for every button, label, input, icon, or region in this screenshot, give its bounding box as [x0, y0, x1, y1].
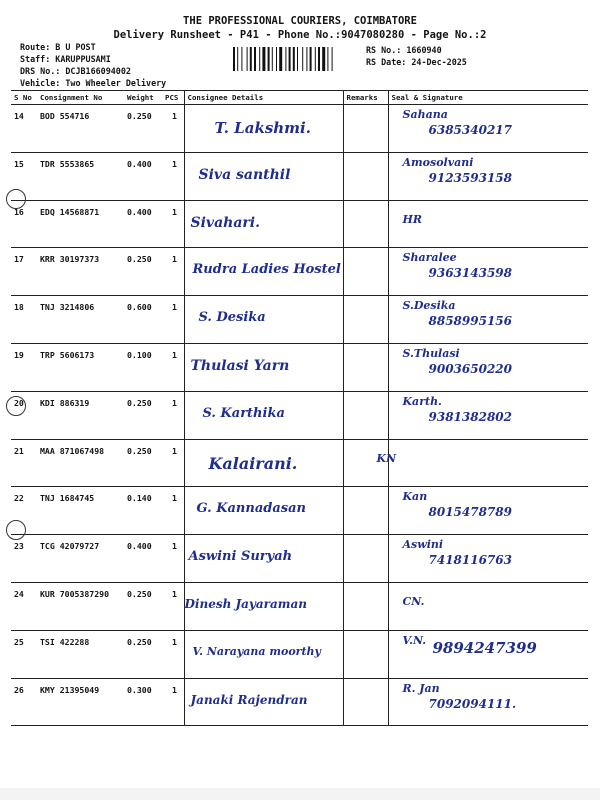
handwritten-consignee-name: Kalairani.: [208, 453, 298, 473]
row-sno: 21: [11, 439, 37, 487]
handwritten-circle-mark: [6, 189, 26, 209]
rs-date: RS Date: 24-Dec-2025: [366, 57, 467, 67]
row-remarks: [343, 105, 388, 153]
row-consignee-details: [184, 678, 343, 726]
row-consignment-no: KMY 21395049: [37, 678, 124, 726]
row-pcs: 1: [162, 582, 184, 630]
row-weight: 0.250: [124, 439, 162, 487]
row-pcs: 1: [162, 200, 184, 248]
row-consignment-no: KUR 7005387290: [37, 582, 124, 630]
handwritten-signature: Karth.: [402, 394, 442, 408]
handwritten-consignee-name: Janaki Rajendran: [190, 692, 308, 707]
row-sno: 26: [11, 678, 37, 726]
table-row: [11, 678, 588, 726]
row-pcs: 1: [162, 152, 184, 200]
staff-label: Staff: KARUPPUSAMI: [20, 54, 111, 64]
row-pcs: 1: [162, 630, 184, 678]
table-row: [11, 248, 588, 296]
handwritten-phone-number: 9894247399: [432, 638, 537, 657]
row-consignment-no: TCG 42079727: [37, 535, 124, 583]
row-weight: 0.250: [124, 630, 162, 678]
handwritten-circle-mark: [6, 396, 26, 416]
handwritten-consignee-name: S. Karthika: [202, 405, 285, 421]
handwritten-consignee-name: S. Desika: [198, 310, 266, 326]
row-pcs: 1: [162, 296, 184, 344]
row-weight: 0.400: [124, 152, 162, 200]
row-sno: 15: [11, 152, 37, 200]
row-consignment-no: TNJ 1684745: [37, 487, 124, 535]
handwritten-consignee-name: Dinesh Jayaraman: [184, 596, 307, 611]
table-row: [11, 152, 588, 200]
handwritten-consignee-name: Rudra Ladies Hostel: [192, 262, 341, 278]
handwritten-signature: R. Jan: [402, 681, 440, 695]
row-weight: 0.250: [124, 105, 162, 153]
handwritten-phone-number: 7418116763: [428, 553, 512, 568]
row-signature: [388, 391, 588, 439]
row-weight: 0.250: [124, 582, 162, 630]
handwritten-phone-number: 8015478789: [428, 505, 512, 520]
row-weight: 0.250: [124, 391, 162, 439]
row-pcs: 1: [162, 487, 184, 535]
route-label: Route: B U POST: [20, 42, 96, 52]
table-row: [11, 200, 588, 248]
handwritten-consignee-name: Siva santhil: [198, 166, 291, 183]
handwritten-phone-number: 9363143598: [428, 266, 512, 281]
row-consignment-no: TNJ 3214806: [37, 296, 124, 344]
row-consignment-no: EDQ 14568871: [37, 200, 124, 248]
row-remarks: [343, 582, 388, 630]
row-weight: 0.600: [124, 296, 162, 344]
barcode-image: [233, 47, 362, 71]
row-consignee-details: [184, 630, 343, 678]
handwritten-signature: Sahana: [402, 108, 448, 121]
row-weight: 0.250: [124, 248, 162, 296]
row-signature: [388, 296, 588, 344]
row-signature: [388, 152, 588, 200]
table-row: [11, 296, 588, 344]
header-signature: Seal & Signature: [388, 91, 588, 105]
handwritten-consignee-name: T. Lakshmi.: [214, 119, 311, 137]
header-pcs: PCS: [162, 91, 184, 105]
row-consignment-no: KDI 886319: [37, 391, 124, 439]
handwritten-signature: Sharalee: [402, 251, 457, 265]
row-consignee-details: [184, 248, 343, 296]
row-consignment-no: TDR 5553865: [37, 152, 124, 200]
vehicle-label: Vehicle: Two Wheeler Delivery: [20, 78, 167, 88]
table-row: [11, 105, 588, 153]
page-bottom-edge: [0, 788, 600, 800]
header-sno: S No: [11, 91, 37, 105]
row-pcs: 1: [162, 391, 184, 439]
row-pcs: 1: [162, 678, 184, 726]
row-consignment-no: TRP 5606173: [37, 343, 124, 391]
row-remarks: [343, 152, 388, 200]
row-signature: [388, 535, 588, 583]
row-consignee-details: [184, 152, 343, 200]
row-signature: [388, 343, 588, 391]
runsheet-table: [11, 90, 588, 726]
handwritten-consignee-name: V. Narayana moorthy: [192, 644, 321, 658]
row-weight: 0.300: [124, 678, 162, 726]
row-remarks: [343, 391, 388, 439]
handwritten-signature: HR: [402, 212, 423, 226]
row-signature: [376, 439, 588, 487]
row-remarks: [343, 248, 388, 296]
handwritten-consignee-name: Sivahari.: [190, 214, 260, 231]
runsheet-title: THE PROFESSIONAL COURIERS, COIMBATORE: [183, 15, 417, 27]
handwritten-signature: S.Thulasi: [402, 346, 460, 360]
handwritten-phone-number: 9123593158: [428, 170, 512, 185]
row-consignment-no: KRR 30197373: [37, 248, 124, 296]
row-remarks: [343, 343, 388, 391]
handwritten-phone-number: 8858995156: [428, 314, 512, 329]
handwritten-circle-mark: [6, 520, 26, 540]
row-consignment-no: TSI 422288: [37, 630, 124, 678]
handwritten-phone-number: 7092094111.: [428, 696, 517, 711]
row-consignment-no: MAA 871067498: [37, 439, 124, 487]
row-sno: 24: [11, 582, 37, 630]
row-sno: 22: [11, 487, 37, 535]
row-sno: 20: [11, 391, 37, 439]
row-pcs: 1: [162, 343, 184, 391]
row-signature: [388, 248, 588, 296]
row-remarks: [343, 678, 388, 726]
table-row: [11, 582, 588, 630]
row-sno: 25: [11, 630, 37, 678]
handwritten-phone-number: 6385340217: [428, 123, 512, 137]
row-weight: 0.100: [124, 343, 162, 391]
table-header-row: [11, 91, 588, 105]
row-sno: 17: [11, 248, 37, 296]
header-remarks: Remarks: [343, 91, 388, 105]
row-pcs: 1: [162, 535, 184, 583]
row-sno: 23: [11, 535, 37, 583]
row-sno: 19: [11, 343, 37, 391]
row-signature: [388, 200, 588, 248]
table-row: [11, 487, 588, 535]
row-remarks: [343, 630, 388, 678]
row-consignee-details: [184, 439, 343, 487]
row-consignee-details: [184, 105, 343, 153]
handwritten-signature: Amosolvani: [402, 155, 474, 169]
table-row: [11, 535, 588, 583]
row-consignee-details: [184, 391, 343, 439]
row-consignee-details: [184, 582, 343, 630]
handwritten-phone-number: 9003650220: [428, 361, 512, 376]
handwritten-signature: CN.: [402, 594, 425, 608]
handwritten-consignee-name: Thulasi Yarn: [190, 357, 290, 374]
row-signature: [388, 630, 588, 678]
handwritten-phone-number: 9381382802: [428, 409, 512, 424]
table-row: [11, 439, 588, 487]
handwritten-signature: V.N.: [402, 633, 427, 647]
row-signature: [388, 678, 588, 726]
handwritten-signature: KN: [376, 451, 397, 465]
row-remarks: [343, 487, 388, 535]
row-signature: [388, 582, 588, 630]
row-remarks: [343, 535, 388, 583]
row-weight: 0.400: [124, 200, 162, 248]
row-sno: 18: [11, 296, 37, 344]
row-weight: 0.140: [124, 487, 162, 535]
rs-number: RS No.: 1660940: [366, 45, 442, 55]
runsheet-subtitle: Delivery Runsheet - P41 - Phone No.:9047080280 - Page No.:2: [113, 29, 487, 41]
handwritten-signature: Aswini: [402, 538, 444, 552]
row-consignee-details: [184, 487, 343, 535]
handwritten-consignee-name: G. Kannadasan: [196, 501, 306, 517]
row-pcs: 1: [162, 439, 184, 487]
table-row: [11, 630, 588, 678]
row-consignee-details: [184, 200, 343, 248]
row-consignment-no: BOD 554716: [37, 105, 124, 153]
row-consignee-details: [184, 296, 343, 344]
handwritten-consignee-name: Aswini Suryah: [188, 549, 293, 565]
header-consignee: Consignee Details: [184, 91, 343, 105]
table-row: [11, 391, 588, 439]
table-row: [11, 343, 588, 391]
header-consignment: Consignment No: [37, 91, 124, 105]
drs-number: DRS No.: DCJB166094002: [20, 66, 131, 76]
handwritten-signature: S.Desika: [402, 299, 456, 313]
handwritten-signature: Kan: [402, 490, 428, 504]
row-remarks: [343, 200, 388, 248]
row-signature: [388, 487, 588, 535]
row-signature: [388, 105, 588, 153]
row-weight: 0.400: [124, 535, 162, 583]
row-consignee-details: [184, 535, 343, 583]
row-consignee-details: [184, 343, 343, 391]
row-sno: 14: [11, 105, 37, 153]
row-pcs: 1: [162, 248, 184, 296]
header-weight: Weight: [124, 91, 162, 105]
row-pcs: 1: [162, 105, 184, 153]
row-sno: 16: [11, 200, 37, 248]
row-remarks: [343, 296, 388, 344]
